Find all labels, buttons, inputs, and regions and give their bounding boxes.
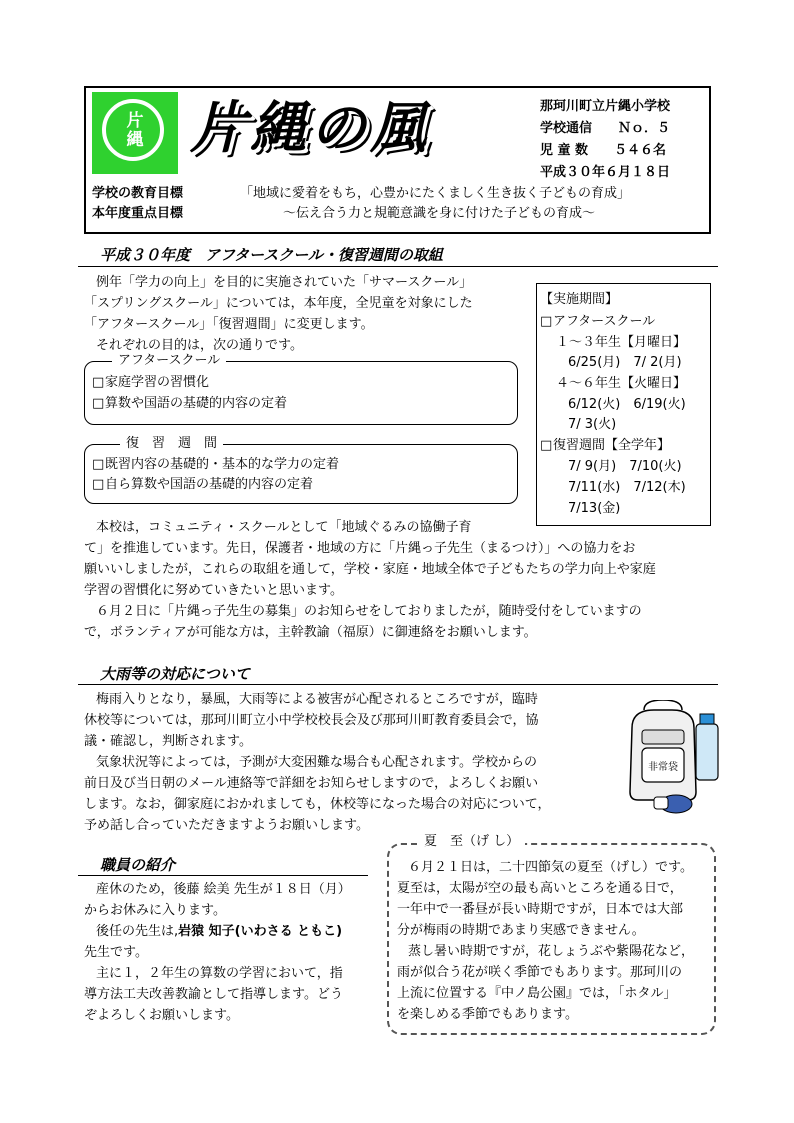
checkbox-icon: □ <box>540 438 553 453</box>
schedule-grade46-dates: 7/ 3(火) <box>568 417 617 432</box>
issue-date: 平成３０年６月１８日 <box>540 165 671 180</box>
summer-solstice-line: 夏至は，太陽が空の最も高いところを通る日で， <box>397 881 683 896</box>
staff-line: 産休のため，後藤 絵美 先生が１８日（月） <box>96 882 351 897</box>
goal-text-1: 「地域に愛着をもち，心豊かにたくましく生き抜く子どもの育成」 <box>240 186 631 201</box>
after-school-item: 家庭学習の習慣化 <box>105 375 210 390</box>
bulletin-number: 学校通信 Ｎｏ．５ <box>540 121 671 136</box>
section3-rule <box>78 875 368 876</box>
staff-line: 主に１，２年生の算数の学習において，指 <box>96 966 343 981</box>
review-week-item: 自ら算数や国語の基礎的内容の定着 <box>105 477 314 492</box>
backpack-icon <box>614 700 724 815</box>
staff-line <box>96 921 342 942</box>
section2-line: 梅雨入りとなり，暴風，大雨等による被害が心配されるところですが，臨時 <box>96 692 538 707</box>
schedule-grade46: ４～６年生【火曜日】 <box>556 376 687 391</box>
schedule-grade13-dates: 6/25(月) 7/ 2(月) <box>568 355 682 370</box>
summer-solstice-line: を楽しめる季節でもあります。 <box>397 1007 578 1022</box>
section1-intro-line: 例年「学力の向上」を目的に実施されていた「サマースクール」 <box>96 275 473 290</box>
schedule-after-label: アフタースクール <box>553 314 656 329</box>
goal-label-1: 学校の教育目標 <box>92 186 184 201</box>
section2-line: 議・確認し，判断されます。 <box>84 734 252 749</box>
section1-body-line: 学習の習慣化に努めていきたいと思います。 <box>84 583 343 598</box>
checkbox-icon: □ <box>92 457 105 472</box>
staff-line: からお休みに入ります。 <box>84 903 226 918</box>
section1-title: 平成３０年度 アフタースクール・復習週間の取組 <box>100 246 443 264</box>
summer-solstice-line: 一年中で一番昼が長い時期ですが，日本では大部 <box>397 902 684 917</box>
section2-line: 休校等については，那珂川町立小中学校校長会及び那珂川町教育委員会で，協 <box>84 713 539 728</box>
staff-successor-prefix: 後任の先生は, <box>96 924 179 939</box>
emergency-bag-illustration <box>614 700 724 815</box>
checkbox-icon: □ <box>92 477 105 492</box>
staff-line: 導方法工夫改善教諭として指導します。どう <box>84 987 343 1002</box>
summer-solstice-line: 分が梅雨の時期であまり実感できません。 <box>397 923 645 938</box>
section2-line: します。なお，御家庭におかれましても，休校等になった場合の対応について， <box>84 797 551 812</box>
school-logo <box>92 92 178 174</box>
newsletter-title: 片縄の風 <box>190 96 430 161</box>
section2-rule <box>78 684 718 685</box>
section1-body-line: ６月２日に「片縄っ子先生の募集」のお知らせをしておりましたが，随時受付をしていますの <box>96 604 642 619</box>
summer-solstice-title: 夏 至（げ し） <box>418 834 525 850</box>
school-name: 那珂川町立片縄小学校 <box>540 99 671 114</box>
section2-line: 前日及び当日朝のメール連絡等で詳細をお知らせしますので，よろしくお願い <box>84 776 539 791</box>
schedule-review-dates: 7/ 9(月) 7/10(火) <box>568 459 682 474</box>
schedule-review-label: 復習週間【全学年】 <box>553 438 671 453</box>
schedule-title: 【実施期間】 <box>540 292 619 307</box>
schedule-review-dates: 7/11(水) 7/12(木) <box>568 480 686 495</box>
logo-text: 片 縄 <box>126 111 144 150</box>
section1-intro-line: 「アフタースクール」「復習週間」に変更します。 <box>84 317 374 332</box>
summer-solstice-line: 蒸し暑い時期ですが，花しょうぶや紫陽花など， <box>408 944 695 959</box>
section2-line: 気象状況等によっては，予測が大変困難な場合も心配されます。学校からの <box>96 755 537 770</box>
section1-body-line: 本校は，コミュニティ・スクールとして「地域ぐるみの協働子育 <box>96 520 472 535</box>
staff-line: 先生です。 <box>84 945 148 960</box>
section1-intro-line: それぞれの目的は，次の通りです。 <box>96 338 303 353</box>
summer-solstice-line: 雨が似合う花が咲く季節でもあります。那珂川の <box>397 965 682 980</box>
summer-solstice-line: ６月２１日は，二十四節気の夏至（げし）です。 <box>408 860 693 875</box>
staff-line: ぞよろしくお願いします。 <box>84 1008 239 1023</box>
schedule-grade46-dates: 6/12(火) 6/19(火) <box>568 397 686 412</box>
after-school-item: 算数や国語の基礎的内容の定着 <box>105 396 288 411</box>
review-week-label: 復 習 週 間 <box>120 436 223 452</box>
summer-solstice-line: 上流に位置する『中ノ島公園』では，「ホタル」 <box>397 986 677 1001</box>
schedule-grade13: １～３年生【月曜日】 <box>556 335 687 350</box>
bag-label: 非常袋 <box>648 762 678 773</box>
section2-line: 予め話し合っていただきますようお願いします。 <box>84 818 369 833</box>
section2-title: 大雨等の対応について <box>100 665 250 683</box>
section3-title: 職員の紹介 <box>100 856 176 874</box>
staff-successor-name: 岩猿 知子(いわさる ともこ) <box>178 924 343 939</box>
checkbox-icon: □ <box>92 375 105 390</box>
section1-body-line: 願いいしましたが，これらの取組を通して，学校・家庭・地域全体で子どもたちの学力向上や家庭 <box>84 562 656 577</box>
goal-text-2: ～伝え合う力と規範意識を身に付けた子どもの育成～ <box>283 206 596 221</box>
review-week-item: 既習内容の基礎的・基本的な学力の定着 <box>105 457 340 472</box>
section1-body-line: て」を推進しています。先日，保護者・地域の方に「片縄っ子先生（まるつけ）」への協力をお <box>84 541 636 556</box>
section1-body-line: で，ボランティアが可能な方は，主幹教諭（福原）に御連絡をお願いします。 <box>84 625 537 640</box>
checkbox-icon: □ <box>540 314 553 329</box>
section1-rule <box>78 266 718 267</box>
goal-label-2: 本年度重点目標 <box>92 206 184 221</box>
checkbox-icon: □ <box>92 396 105 411</box>
student-count: 児 童 数 ５４６名 <box>540 143 667 158</box>
section1-intro-line: 「スプリングスクール」については，本年度，全児童を対象にした <box>84 296 473 311</box>
schedule-review-dates: 7/13(金) <box>568 501 621 516</box>
after-school-label: アフタースクール <box>112 353 226 369</box>
